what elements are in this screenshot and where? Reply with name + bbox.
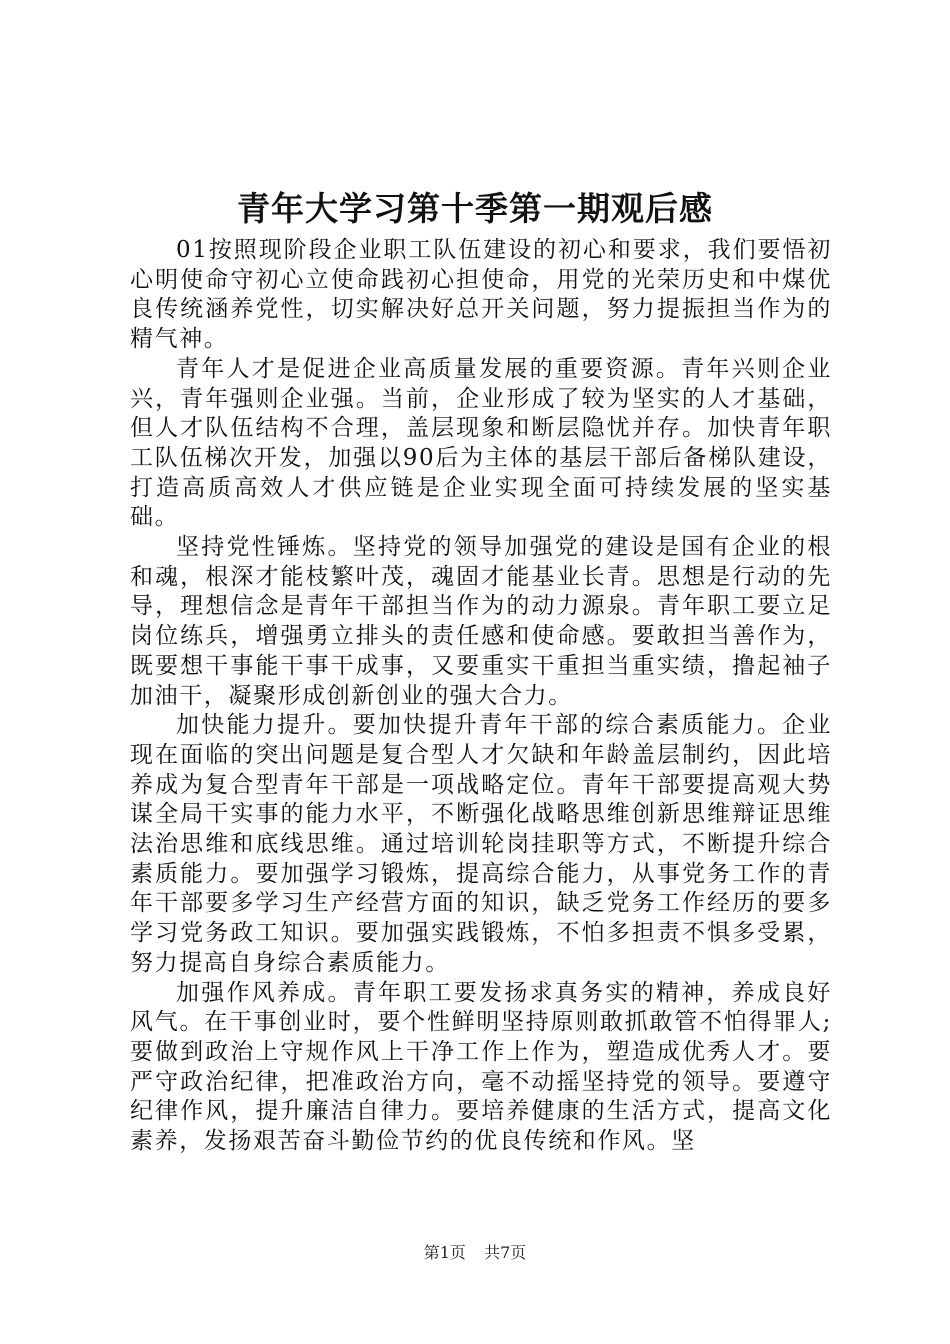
- page-title: 青年大学习第十季第一期观后感: [237, 189, 713, 228]
- paragraph-intro: 01按照现阶段企业职工队伍建设的初心和要求，我们要悟初心明使命守初心立使命践初心担使命，用党的光荣历史和中煤优良传统涵养党性，切实解决好总开关问题，努力提振担当作为的精气神。: [130, 237, 832, 353]
- article-body: [130, 236, 832, 1157]
- paragraph-ability: 加快能力提升。要加快提升青年干部的综合素质能力。企业现在面临的突出问题是复合型人才欠缺和年龄盖层制约，因此培养成为复合型青年干部是一项战略定位。青年干部要提高观大势谋全局干实事的能力水平，不断强化战略思维创新思维辩证思维法治思维和底线思维。通过培训轮岗挂职等方式，不断提升综合素质能力。要加强学习锻炼，提高综合能力，从事党务工作的青年干部要多学习生产经营方面的知识，缺乏党务工作经历的要多学习党务政工知识。要加强实践锻炼，不怕多担责不惧多受累，努力提高自身综合素质能力。: [130, 712, 832, 976]
- page-total: 共7页: [484, 1243, 527, 1262]
- paragraph-talent: 青年人才是促进企业高质量发展的重要资源。青年兴则企业兴，青年强则企业强。当前，企业形成了较为坚实的人才基础，但人才队伍结构不合理，盖层现象和断层隐忧并存。加快青年职工队伍梯次开发，加强以90后为主体的基层干部后备梯队建设，打造高质高效人才供应链是企业实现全面可持续发展的坚实基础。: [130, 355, 832, 531]
- page-number: 第1页: [423, 1243, 466, 1262]
- paragraph-party-spirit: 坚持党性锤炼。坚持党的领导加强党的建设是国有企业的根和魂，根深才能枝繁叶茂，魂固才能基业长青。思想是行动的先导，理想信念是青年干部担当作为的动力源泉。青年职工要立足岗位练兵，增强勇立排头的责任感和使命感。要敢担当善作为，既要想干事能干事干成事，又要重实干重担当重实绩，撸起袖子加油干，凝聚形成创新创业的强大合力。: [130, 534, 832, 709]
- paragraph-style: 加强作风养成。青年职工要发扬求真务实的精神，养成良好风气。在干事创业时，要个性鲜明坚持原则敢抓敢管不怕得罪人;要做到政治上守规作风上干净工作上作为，塑造成优秀人才。要严守政治纪律，把准政治方向，毫不动摇坚持党的领导。要遵守纪律作风，提升廉洁自律力。要培养健康的生活方式，提高文化素养，发扬艰苦奋斗勤俭节约的优良传统和作风。坚: [130, 979, 832, 1155]
- page-footer: [0, 1242, 950, 1264]
